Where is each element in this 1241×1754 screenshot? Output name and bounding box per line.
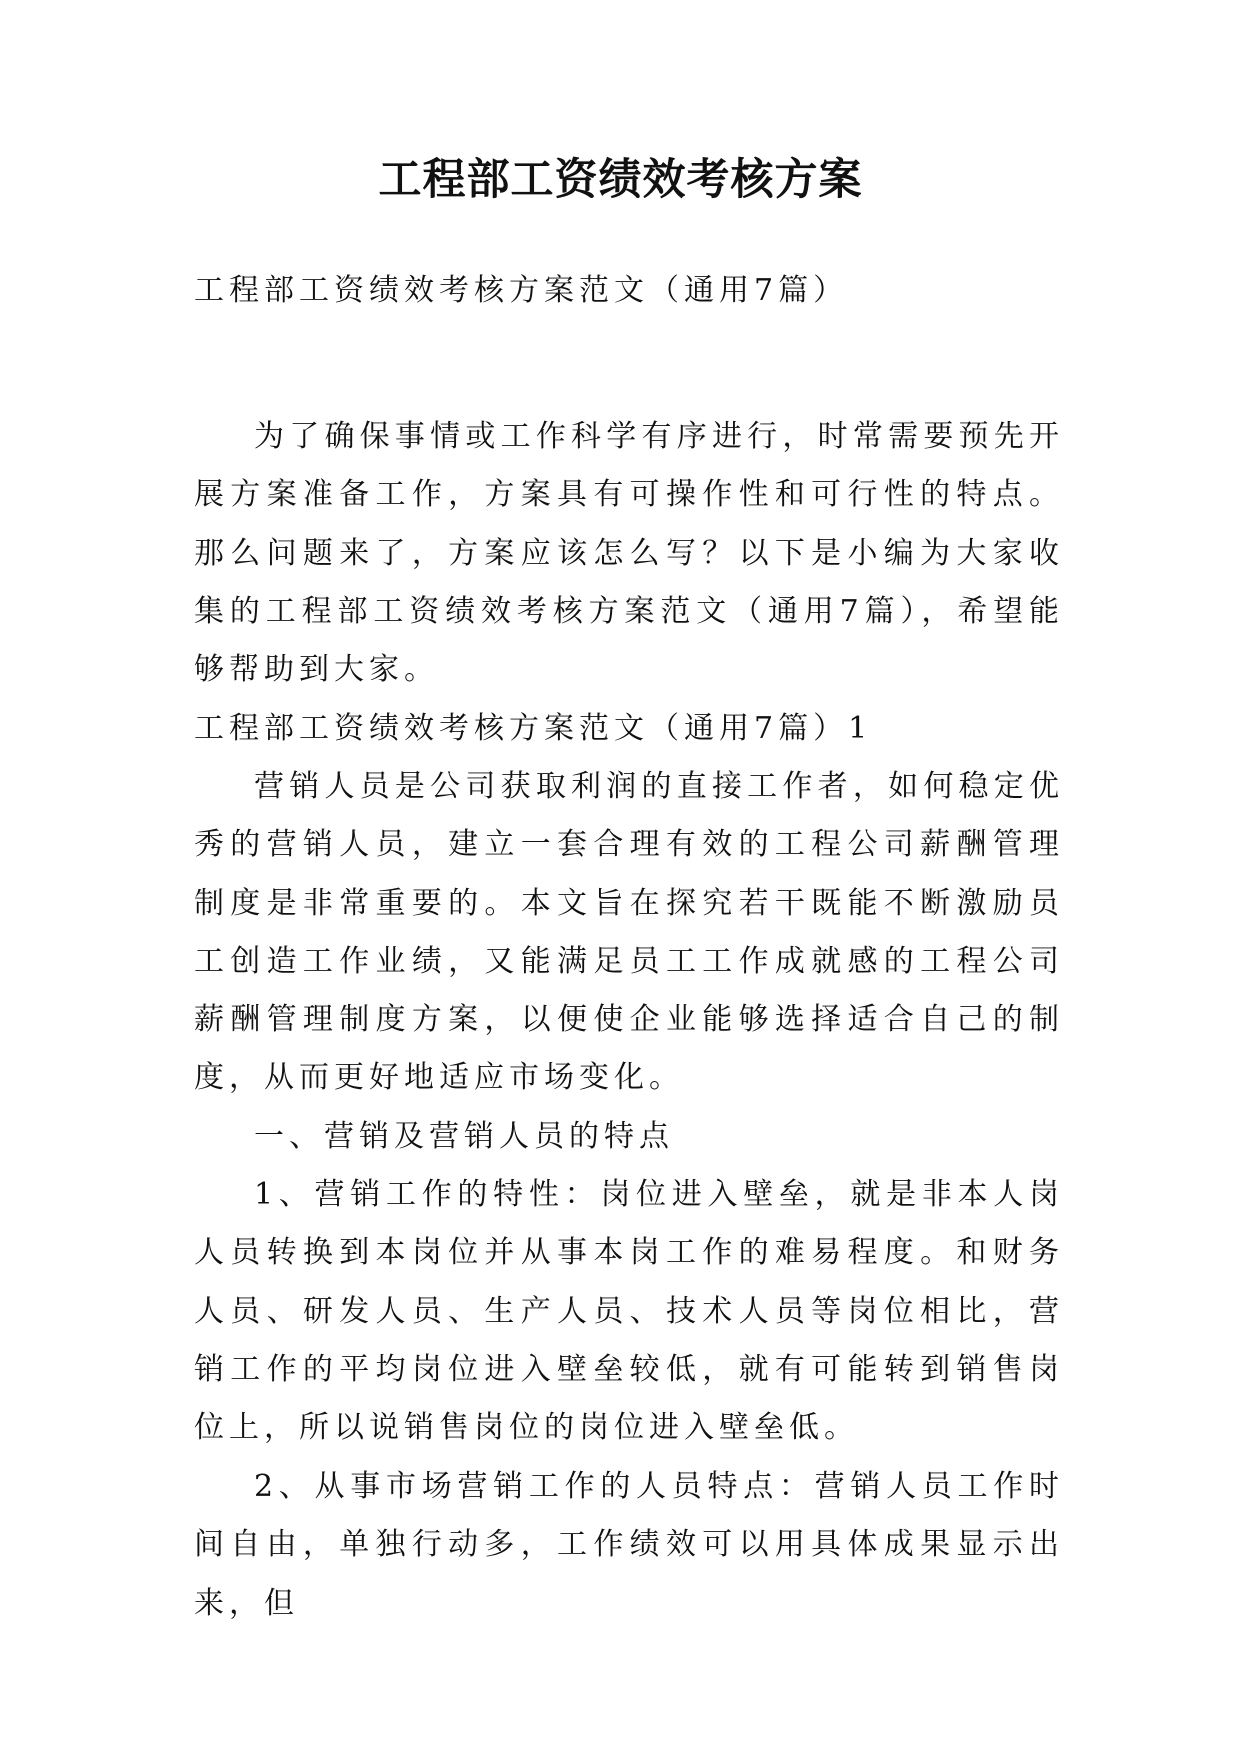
section-heading: 工程部工资绩效考核方案范文（通用7篇）1 [194,711,873,746]
subsection-heading: 一、营销及营销人员的特点 [254,1119,674,1154]
intro-paragraph: 为了确保事情或工作科学有序进行，时常需要预先开展方案准备工作，方案具有可操作性和可行性的特点。那么问题来了，方案应该怎么写？以下是小编为大家收集的工程部工资绩效考核方案范文（通用7篇），希望能够帮助到大家。 [194,419,1064,688]
document-title: 工程部工资绩效考核方案 [378,155,863,205]
document-subtitle: 工程部工资绩效考核方案范文（通用7篇） [194,273,849,308]
body-paragraph: 2、从事市场营销工作的人员特点：营销人员工作时间自由，单独行动多，工作绩效可以用具体成果显示出来，但 [194,1469,1064,1621]
body-paragraph: 1、营销工作的特性：岗位进入壁垒，就是非本人岗人员转换到本岗位并从事本岗工作的难易程度。和财务人员、研发人员、生产人员、技术人员等岗位相比，营销工作的平均岗位进入壁垒较低，就有可能转到销售岗位上，所以说销售岗位的岗位进入壁垒低。 [194,1177,1064,1446]
body-paragraph: 营销人员是公司获取利润的直接工作者，如何稳定优秀的营销人员，建立一套合理有效的工程公司薪酬管理制度是非常重要的。本文旨在探究若干既能不断激励员工创造工作业绩，又能满足员工工作成就感的工程公司薪酬管理制度方案，以便使企业能够选择适合自己的制度，从而更好地适应市场变化。 [194,769,1064,1096]
